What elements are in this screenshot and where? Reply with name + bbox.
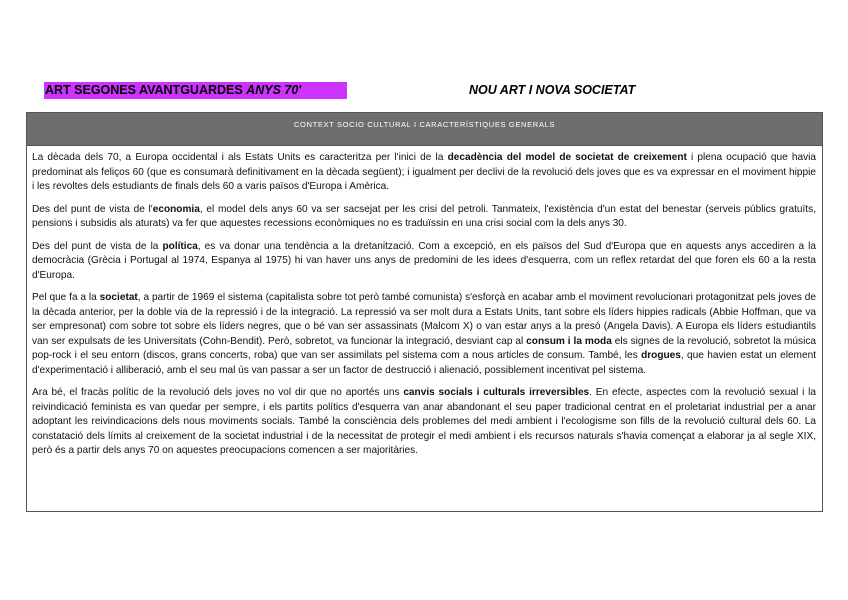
- title-main-text: ART SEGONES AVANTGUARDES: [45, 83, 247, 97]
- title-italic-text: ANYS 70': [246, 83, 302, 97]
- document-subtitle: NOU ART I NOVA SOCIETAT: [469, 83, 636, 97]
- text-run: els signes de la revolució, sobretot la música pop-rock i el seu entorn (discos, grans concerts, roba) que van ser assimilats pel sistema com a nous articles de consum. També, les: [32, 335, 816, 361]
- text-run: , que havien estat un element d'experimentació i alliberació, amb el seu mal ús van passar a ser un factor de destrucció i alienació, possiblement incentivat pel sistema.: [32, 350, 817, 376]
- bold-phrase: drogues: [641, 350, 681, 361]
- text-run: Des del punt de vista de l': [32, 203, 153, 215]
- bold-phrase: consum i la moda: [526, 335, 612, 347]
- bold-phrase: política: [162, 240, 198, 252]
- text-run: Pel que fa a la: [32, 292, 100, 303]
- paragraph: [32, 151, 816, 195]
- bold-phrase: societat: [99, 292, 138, 303]
- text-run: Ara bé, el fracàs polític de la revolució dels joves no vol dir que no aportés uns: [32, 387, 404, 398]
- text-run: Des del punt de vista de la: [32, 240, 163, 252]
- text-run: , es va donar una tendència a la dretanització. Com a excepció, en els països del Sud d'Europa que en aquests anys accediren a la democràcia (Grècia i Portugal al 1974, Espanya al 1975) hi van haver uns anys de predomini de les idees d'esquerra, com un reflex retardat del que foren els 60 a la resta d'Europa.: [32, 240, 816, 281]
- text-run: i plena ocupació que havia predominat als feliços 60 (que es consumarà definitivament en la dècada següent); i igualment per declivi de la revolució dels joves que es va expressar en el moviment hippie i les revoltes dels estudiants de finals dels 60 a varis països d'Europa i Amèrica.: [32, 152, 816, 192]
- bold-phrase: canvis socials i culturals irreversibles: [403, 387, 590, 398]
- panel-heading: CONTEXT SOCIO CULTURAL I CARACTERÍSTIQUES GENERALS: [27, 113, 822, 146]
- paragraph: [32, 203, 816, 232]
- bold-phrase: decadència del model de societat de creixement: [447, 152, 687, 163]
- paragraph: [32, 240, 816, 284]
- paragraph: [32, 291, 816, 378]
- text-run: La dècada dels 70, a Europa occidental i als Estats Units es caracteritza per l'inici de la: [32, 152, 448, 163]
- context-panel: [26, 112, 823, 512]
- bold-phrase: economia: [152, 203, 200, 215]
- text-run: , a partir de 1969 el sistema (capitalista sobre tot però també comunista) s'esforçà en acabar amb el moviment revolucionari protagonitzat pels joves de la dècada anterior, per la doble via de la repressió i de la integració. La repressió va ser molt dura a Estats Units, tant sobre els líders hippies radicals (Abbie Hoffman, que va ser empresonat) com sobre tot sobre els líders negres, que o bé van ser assassinats (Malcom X) o van estar anys a la presó (Angela Davis). A Europa els líders estudiantils van ser expulsats de les Universitats (Cohn-Bendit). Però, sobretot, va funcionar la integració, desviant cap al: [32, 292, 816, 347]
- document-title-highlighted: [44, 82, 347, 99]
- paragraph: [32, 386, 816, 459]
- text-run: , el model dels anys 60 va ser sacsejat per les crisi del petroli. Tanmateix, l'existència d'un estat del benestar (serveis públics gratuïts, pensions i subsidis als aturats) va fer que aquestes recessions econòmiques no es traduïssin en una crisi social com la dels anys 30.: [32, 203, 816, 229]
- panel-body: [27, 146, 822, 459]
- text-run: . En efecte, aspectes com la revolució sexual i la reivindicació feminista es van quedar per sempre, i els partits polítics d'esquerra van anar abandonant el seu paper tradicional centrat en el proletariat industrial per a anar adoptant les reivindicacions dels nous moviments socials. També la consciència dels problemes del medi ambient i l'ecologisme son fills de la revolució cultural dels 60. La constatació dels límits al creixement de la societat industrial i de la necessitat de protegir el medi ambient i els recursos naturals s'havia començat a elaborar ja al segle XIX, però és a partir dels anys 70 on aquestes preocupacions comencen a ser majoritàries.: [32, 387, 816, 456]
